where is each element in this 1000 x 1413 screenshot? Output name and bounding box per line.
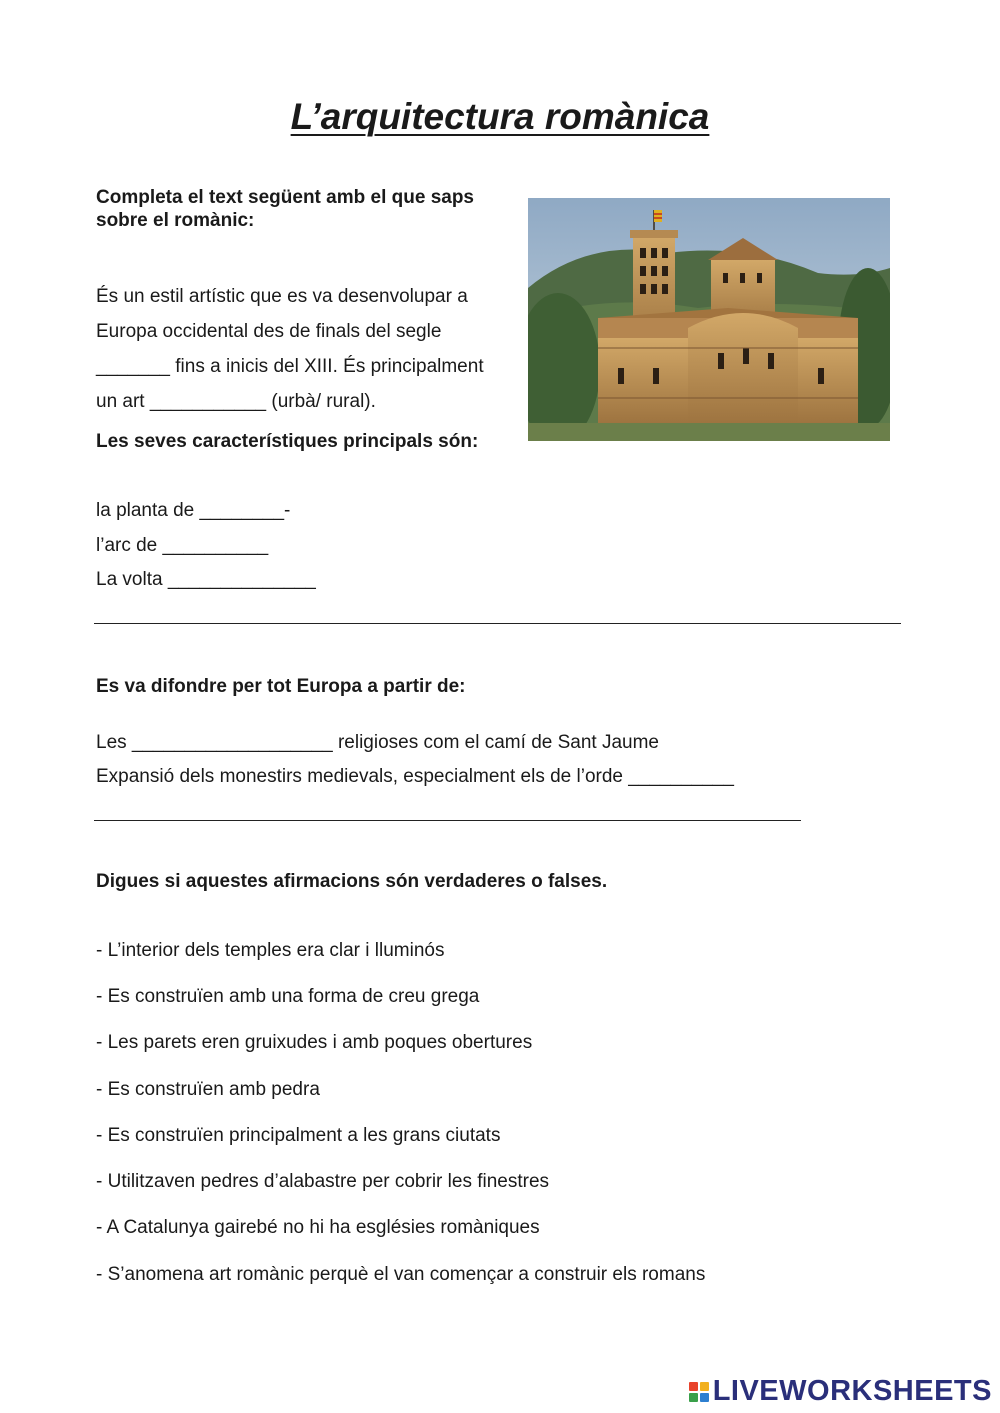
statement-item: - S’anomena art romànic perquè el van començar a construir els romans <box>96 1264 706 1285</box>
paragraph-line: un art ___________ (urbà/ rural). <box>96 391 376 412</box>
characteristic-item: La volta ______________ <box>96 569 316 590</box>
page-title: L’arquitectura romànica <box>290 96 710 137</box>
characteristic-item: l’arc de __________ <box>96 535 269 556</box>
paragraph-line: És un estil artístic que es va desenvolupar a <box>96 286 468 307</box>
section1-heading-line2: sobre el romànic: <box>96 210 255 231</box>
spread-line: Les ___________________ religioses com el camí de Sant Jaume <box>96 732 659 753</box>
spread-line: Expansió dels monestirs medievals, especialment els de l’orde __________ <box>96 766 734 787</box>
statement-item: - Utilitzaven pedres d’alabastre per cobrir les finestres <box>96 1171 550 1192</box>
statement-item: - A Catalunya gairebé no hi ha esglésies romàniques <box>96 1217 540 1238</box>
liveworksheets-grid-icon <box>689 1382 709 1402</box>
paragraph-line: Europa occidental des de finals del segle <box>96 321 442 342</box>
statement-item: - Es construïen principalment a les grans ciutats <box>96 1125 501 1146</box>
monastery-illustration <box>528 198 890 441</box>
answer-line <box>94 820 801 821</box>
answer-line <box>94 623 901 624</box>
section1-heading-line1: Completa el text següent amb el que saps <box>96 187 474 208</box>
section3-heading: Digues si aquestes afirmacions són verdaderes o falses. <box>96 871 608 892</box>
liveworksheets-logo <box>689 1375 992 1408</box>
monastery-photo <box>528 198 890 441</box>
characteristic-item: la planta de ________- <box>96 500 291 521</box>
characteristics-heading: Les seves característiques principals són: <box>96 431 479 452</box>
section2-heading: Es va difondre per tot Europa a partir de: <box>96 676 466 697</box>
statement-item: - Es construïen amb una forma de creu grega <box>96 986 480 1007</box>
statement-item: - Es construïen amb pedra <box>96 1079 320 1100</box>
statement-item: - Les parets eren gruixudes i amb poques obertures <box>96 1032 533 1053</box>
brand-name: LIVEWORKSHEETS <box>712 1375 992 1407</box>
paragraph-line: _______ fins a inicis del XIII. És principalment <box>96 356 484 377</box>
statement-item: - L’interior dels temples era clar i lluminós <box>96 940 445 961</box>
